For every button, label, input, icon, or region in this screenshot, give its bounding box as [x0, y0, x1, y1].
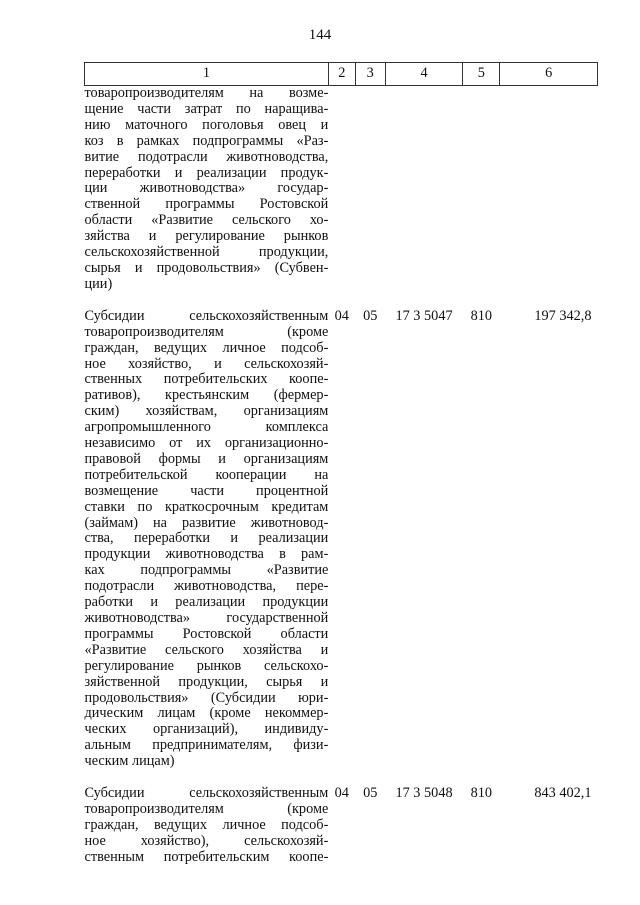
section-code-cell: 04 [334, 785, 349, 802]
description-cell [85, 309, 329, 770]
description-line: потребительской кооперации на [84, 466, 329, 483]
description-line: ственных потребительских коопе- [84, 371, 329, 388]
amount-cell [500, 86, 598, 293]
description-cell [85, 86, 329, 293]
amount-cell: 197 342,8 [534, 307, 592, 324]
description-cell [85, 786, 329, 866]
description-line: товаропроизводителям (кроме [84, 800, 329, 817]
description-line: товаропроизводителям на возме- [84, 85, 329, 101]
table-row [85, 86, 598, 293]
table-body [85, 86, 598, 866]
description-line: ное хозяйство), сельскохозяй- [84, 832, 329, 849]
table-row [85, 786, 598, 866]
header-col-1: 1 [85, 63, 329, 86]
description-line: переработки и реализации продук- [84, 164, 329, 181]
description-line: независимо от их организационно- [84, 435, 329, 452]
target-item-code-cell [385, 86, 463, 293]
description-line: зяйства и регулирование рынков [84, 228, 329, 245]
subsection-code-cell: 05 [363, 307, 378, 324]
description-line: возмещение части процентной [84, 482, 329, 499]
subsection-code-cell [355, 86, 385, 293]
header-row [85, 63, 598, 86]
description-line: (займам) на развитие животновод- [84, 514, 329, 531]
header-col-4: 4 [385, 63, 463, 86]
expense-type-code-cell: 810 [470, 785, 493, 802]
description-line: ративов), крестьянским (фермер- [84, 387, 329, 404]
description-line: ства, переработки и реализации [84, 530, 329, 547]
description-line: Субсидии сельскохозяйственным [84, 785, 329, 802]
description-line: животноводства» государственной [84, 610, 329, 626]
description-line: сельскохозяйственной продукции, [84, 244, 329, 261]
target-item-code-cell: 17 3 5048 [395, 785, 453, 802]
section-code-cell: 04 [334, 307, 349, 324]
description-line: ческих организаций), индивиду- [84, 721, 329, 738]
description-line: товаропроизводителям (кроме [84, 323, 329, 340]
table-row [85, 309, 598, 770]
description-line: продукции животноводства в рам- [84, 546, 329, 563]
spacer-cell [85, 770, 598, 786]
page-number: 144 [308, 27, 332, 43]
subsection-code-cell: 05 [363, 785, 378, 802]
description-line: зяйственной продукции, сырья и [84, 673, 329, 690]
description-line: ческим лицам) [84, 753, 175, 770]
description-line: альным предпринимателям, физи- [84, 737, 329, 754]
description-line: ственной программы Ростовской [84, 196, 329, 213]
header-col-6: 6 [500, 63, 598, 86]
description-line: ное хозяйство, и сельскохозяй- [84, 355, 329, 372]
amount-cell: 843 402,1 [534, 785, 592, 802]
description-line: регулирование рынков сельскохо- [84, 657, 329, 674]
description-line: «Развитие сельского хозяйства и [84, 641, 329, 658]
description-line: коз в рамках подпрограммы «Раз- [84, 132, 329, 149]
description-line: нию маточного поголовья овец и [84, 116, 329, 133]
description-line: сырья и продовольствия» (Субвен- [84, 259, 329, 276]
description-line: области «Развитие сельского хо- [84, 212, 329, 229]
expense-type-code-cell [463, 86, 500, 293]
description-line: агропромышленного комплекса [84, 419, 329, 436]
spacer-cell [85, 293, 598, 309]
description-line: ставки по краткосрочным кредитам [84, 498, 329, 515]
description-line: ции животноводства» государ- [84, 180, 329, 197]
table-header [85, 63, 598, 86]
row-spacer [85, 293, 598, 309]
description-line: щение части затрат по наращива- [84, 100, 329, 117]
description-line: граждан, ведущих личное подсоб- [84, 816, 329, 833]
description-line: ции) [84, 275, 113, 292]
row-spacer [85, 770, 598, 786]
target-item-code-cell: 17 3 5047 [395, 307, 453, 324]
budget-table [84, 62, 598, 866]
expense-type-code-cell: 810 [470, 307, 493, 324]
description-line: витие подотрасли животноводства, [84, 148, 329, 165]
description-line: ственным потребительским коопе- [84, 848, 329, 865]
section-code-cell [328, 86, 355, 293]
description-line: работки и реализации продукции [84, 594, 329, 611]
description-line: Субсидии сельскохозяйственным [84, 307, 329, 324]
description-line: ским) хозяйствам, организациям [84, 403, 329, 420]
description-line: ках подпрограммы «Развитие [84, 562, 329, 579]
description-line: продовольствия» (Субсидии юри- [84, 689, 329, 706]
header-col-5: 5 [463, 63, 500, 86]
header-col-2: 2 [328, 63, 355, 86]
description-line: дическим лицам (кроме некоммер- [84, 705, 329, 722]
header-col-3: 3 [355, 63, 385, 86]
description-line: граждан, ведущих личное подсоб- [84, 339, 329, 356]
description-line: правовой формы и организациям [84, 450, 329, 467]
description-line: подотрасли животноводства, пере- [84, 578, 329, 595]
description-line: программы Ростовской области [84, 625, 329, 642]
